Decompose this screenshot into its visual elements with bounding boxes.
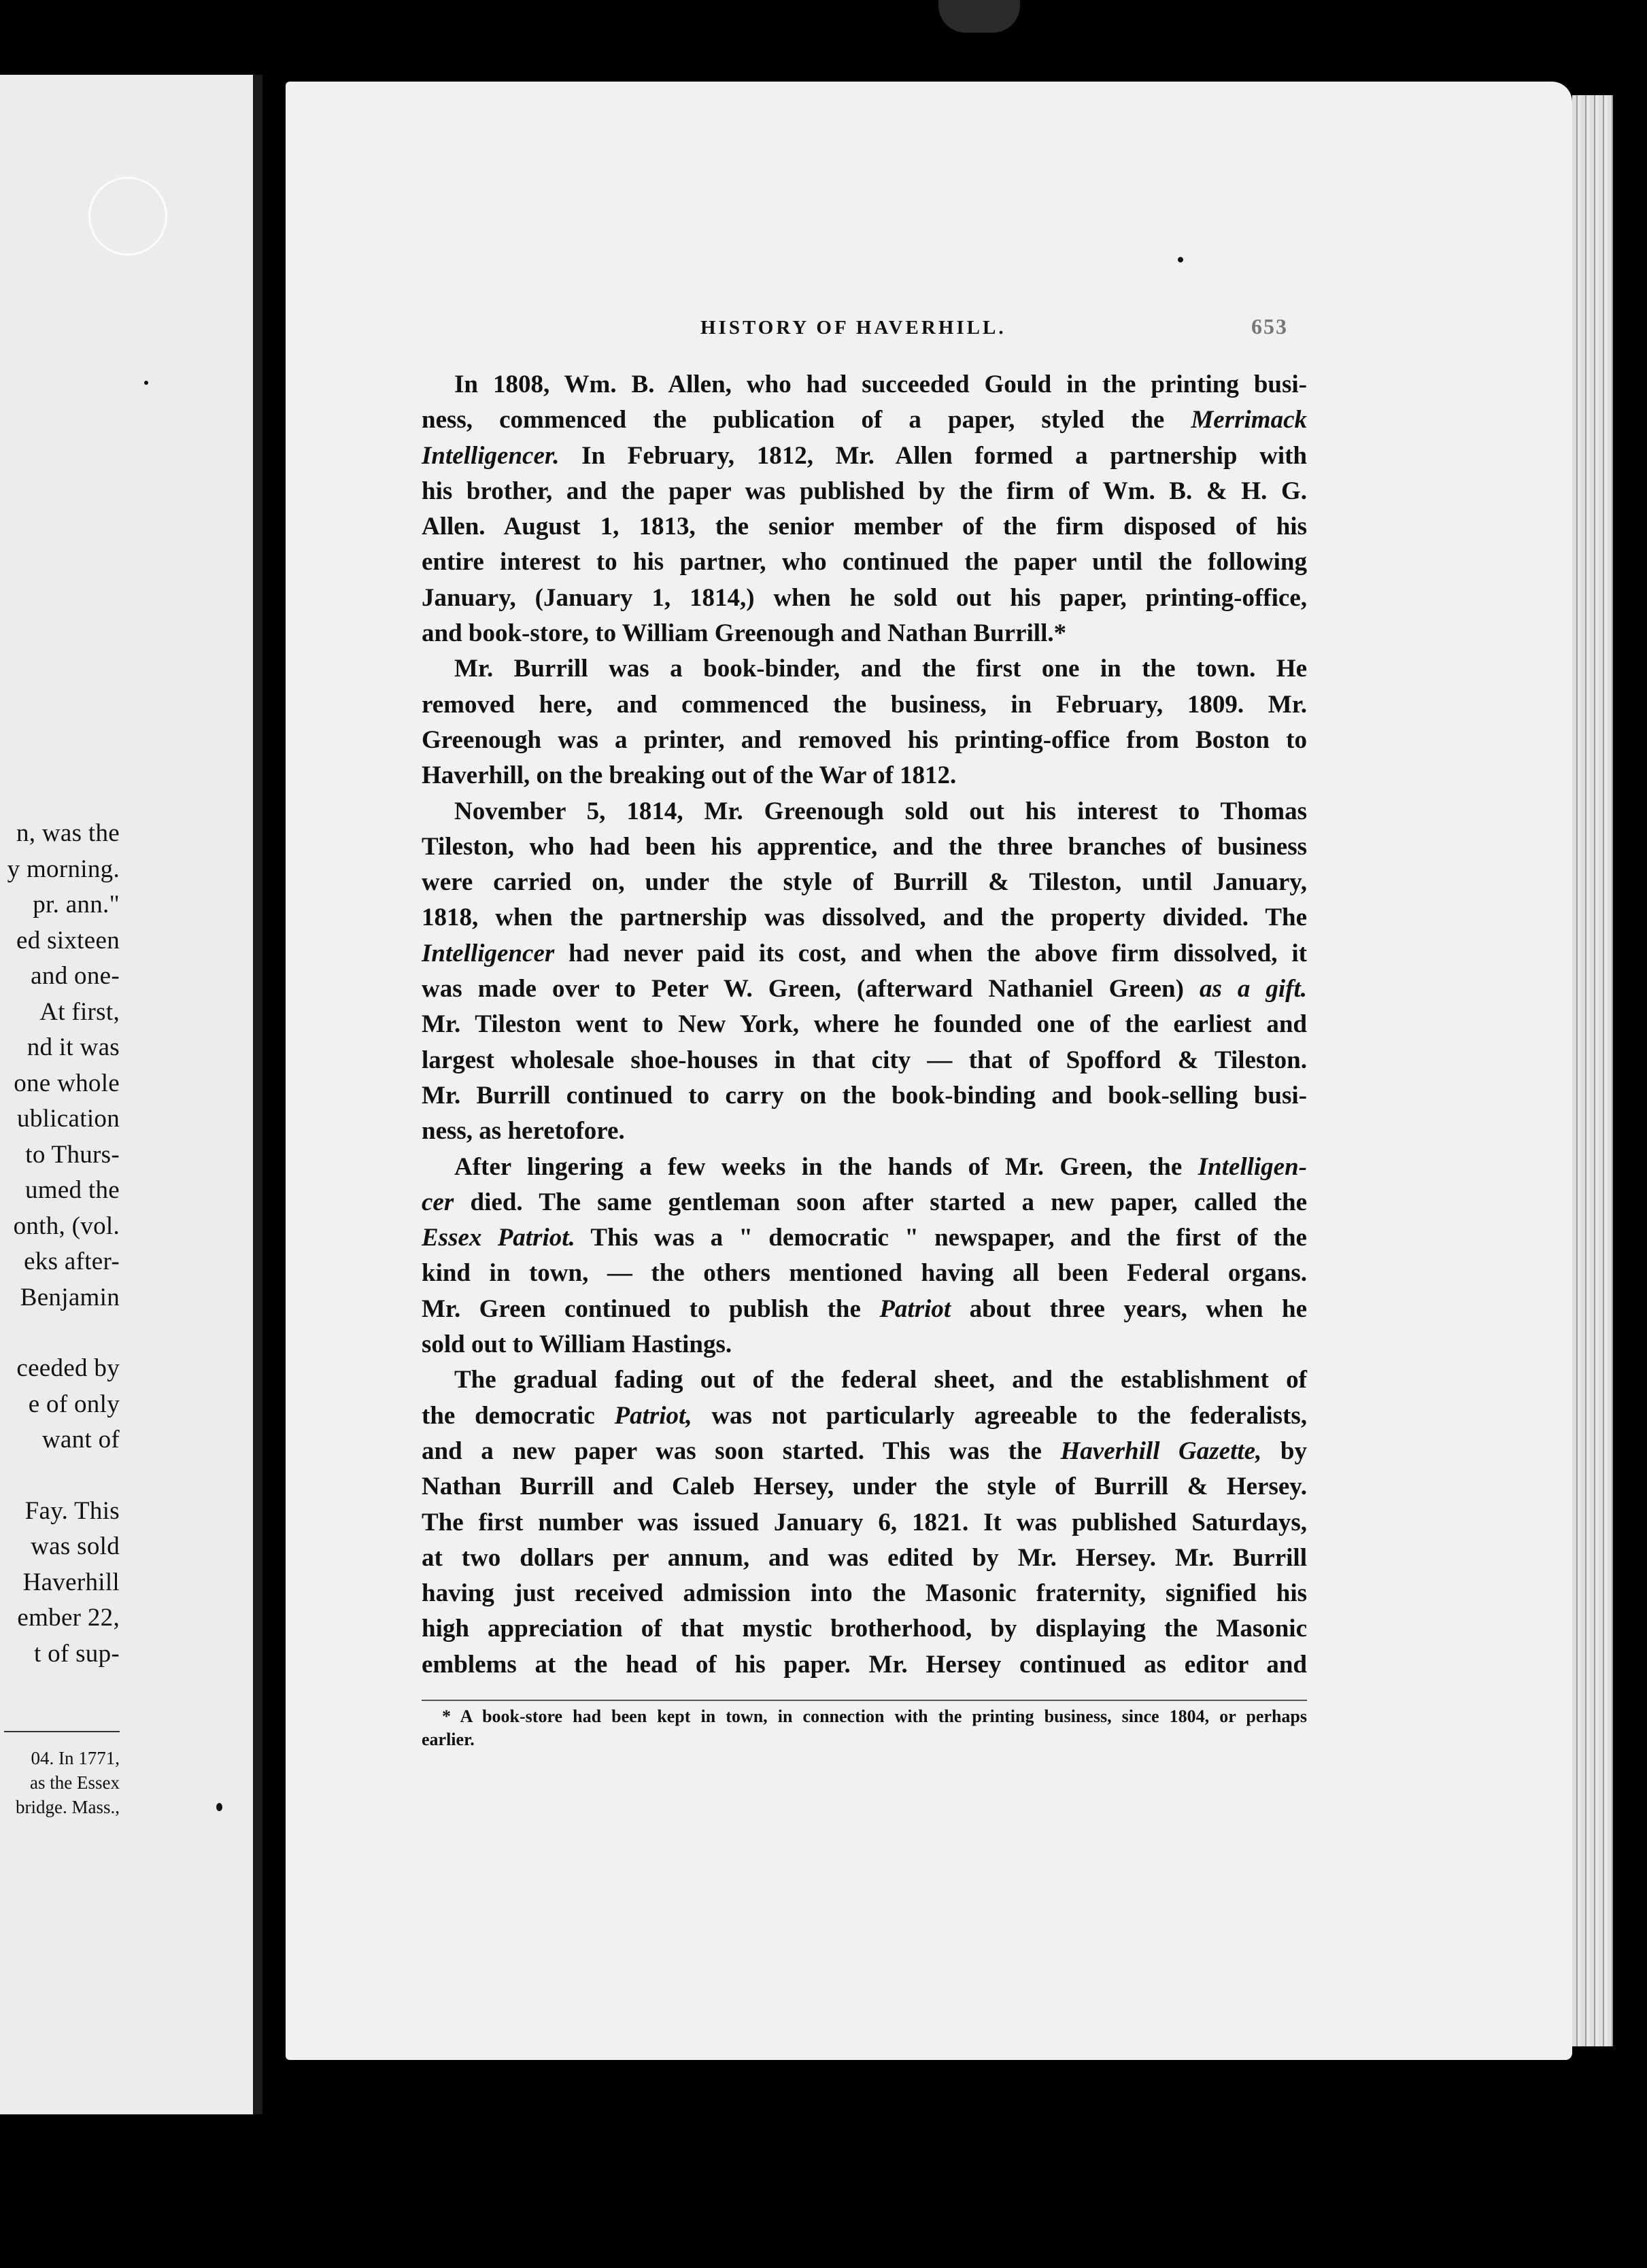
previous-page-line: and one- bbox=[31, 962, 120, 990]
text-line: January, (January 1, 1814,) when he sold out his paper, printing-office, bbox=[422, 583, 1307, 612]
text-line: cer died. The same gentleman soon after started a new paper, called the bbox=[422, 1188, 1307, 1216]
previous-page-line: ceeded by bbox=[16, 1354, 120, 1382]
text-line: sold out to William Hastings. bbox=[422, 1330, 732, 1359]
page-number: 653 bbox=[1251, 314, 1288, 339]
text-line: having just received admission into the Masonic fraternity, signified his bbox=[422, 1579, 1307, 1608]
scan-speck bbox=[144, 381, 148, 385]
text-line: Intelligencer had never paid its cost, and when the above firm dissolved, it bbox=[422, 939, 1307, 967]
previous-page-line: umed the bbox=[24, 1176, 120, 1204]
previous-page-line: to Thurs- bbox=[25, 1140, 120, 1169]
previous-page-line bbox=[0, 1316, 120, 1351]
library-stamp bbox=[88, 177, 167, 256]
text-line: After lingering a few weeks in the hands of Mr. Green, the Intelligen- bbox=[454, 1152, 1307, 1181]
text-line: ness, commenced the publication of a paper, styled the Merrimack bbox=[422, 406, 1307, 434]
footnote bbox=[422, 1705, 1307, 1751]
previous-page-text bbox=[0, 816, 120, 1672]
previous-page-footnote-rule bbox=[4, 1731, 120, 1732]
text-line: and book-store, to William Greenough and Nathan Burrill.* bbox=[422, 619, 1067, 648]
text-line: Intelligencer. In February, 1812, Mr. Allen formed a partnership with bbox=[422, 441, 1307, 470]
footnote-line: earlier. bbox=[422, 1730, 475, 1749]
text-line: entire interest to his partner, who continued the paper until the following bbox=[422, 548, 1307, 577]
text-line: ness, as heretofore. bbox=[422, 1117, 625, 1146]
previous-page-footnote-line: as the Essex bbox=[30, 1772, 120, 1793]
text-line: kind in town, — the others mentioned having all been Federal organs. bbox=[422, 1259, 1307, 1288]
text-line: and a new paper was soon started. This was the Haverhill Gazette, by bbox=[422, 1437, 1307, 1465]
previous-page-line: Haverhill bbox=[22, 1568, 120, 1596]
scan-artifact bbox=[938, 0, 1020, 33]
text-line: 1818, when the partnership was dissolved, and the property divided. The bbox=[422, 904, 1307, 932]
running-head: HISTORY OF HAVERHILL. bbox=[700, 317, 1006, 339]
text-line: emblems at the head of his paper. Mr. Hersey continued as editor and bbox=[422, 1650, 1307, 1679]
text-line: were carried on, under the style of Burrill & Tileston, until January, bbox=[422, 868, 1307, 897]
previous-page-line: ember 22, bbox=[17, 1604, 120, 1632]
text-line: November 5, 1814, Mr. Greenough sold out his interest to Thomas bbox=[454, 797, 1307, 825]
text-line: Mr. Burrill continued to carry on the book-binding and book-selling busi- bbox=[422, 1081, 1307, 1110]
previous-page-line: t of sup- bbox=[33, 1639, 120, 1668]
text-line: largest wholesale shoe-houses in that city — that of Spofford & Tileston. bbox=[422, 1046, 1307, 1074]
previous-page-line: y morning. bbox=[7, 855, 120, 883]
previous-page-line: one whole bbox=[14, 1069, 120, 1097]
text-line: at two dollars per annum, and was edited by Mr. Hersey. Mr. Burrill bbox=[422, 1543, 1307, 1572]
scan-speck bbox=[216, 1803, 222, 1811]
text-line: The gradual fading out of the federal sheet, and the establishment of bbox=[454, 1366, 1307, 1394]
text-line: Mr. Tileston went to New York, where he founded one of the earliest and bbox=[422, 1010, 1307, 1039]
text-line: Tileston, who had been his apprentice, and the three branches of business bbox=[422, 832, 1307, 861]
previous-page-line: Benjamin bbox=[20, 1283, 120, 1311]
text-line: The first number was issued January 6, 1821. It was published Saturdays, bbox=[422, 1508, 1307, 1536]
previous-page-line: onth, (vol. bbox=[13, 1212, 120, 1240]
body-text bbox=[422, 367, 1307, 1683]
text-line: Nathan Burrill and Caleb Hersey, under the style of Burrill & Hersey. bbox=[422, 1473, 1307, 1501]
text-line: high appreciation of that mystic brotherhood, by displaying the Masonic bbox=[422, 1615, 1307, 1643]
text-line: Allen. August 1, 1813, the senior member of the firm disposed of his bbox=[422, 513, 1307, 541]
previous-page-line: eks after- bbox=[24, 1248, 120, 1275]
text-line: was made over to Peter W. Green, (afterward Nathaniel Green) as a gift. bbox=[422, 975, 1308, 1003]
text-line: removed here, and commenced the business, in February, 1809. Mr. bbox=[422, 690, 1307, 719]
previous-page-footnote-line: bridge. Mass., bbox=[16, 1797, 120, 1817]
previous-page-footnotes bbox=[0, 1746, 120, 1819]
previous-page-footnote-line: 04. In 1771, bbox=[31, 1748, 120, 1768]
previous-page-line: ublication bbox=[17, 1105, 120, 1133]
text-line: Essex Patriot. This was a " democratic " newspaper, and the first of the bbox=[422, 1224, 1307, 1252]
previous-page bbox=[0, 75, 262, 2114]
previous-page-line: was sold bbox=[31, 1532, 120, 1560]
previous-page-line: ed sixteen bbox=[16, 926, 120, 955]
text-line: his brother, and the paper was published by the firm of Wm. B. & H. G. bbox=[422, 477, 1307, 505]
text-line: Greenough was a printer, and removed his printing-office from Boston to bbox=[422, 725, 1307, 754]
page-edge bbox=[1572, 95, 1613, 2046]
text-line: In 1808, Wm. B. Allen, who had succeeded Gould in the printing busi- bbox=[454, 371, 1307, 398]
previous-page-line: want of bbox=[41, 1426, 120, 1454]
previous-page-line: At first, bbox=[39, 997, 120, 1026]
previous-page-line bbox=[0, 1458, 120, 1494]
text-line: Mr. Burrill was a book-binder, and the first one in the town. He bbox=[454, 655, 1307, 683]
previous-page-line: Fay. This bbox=[24, 1496, 120, 1525]
previous-page-line: pr. ann." bbox=[33, 891, 120, 918]
text-line: Mr. Green continued to publish the Patriot about three years, when he bbox=[422, 1294, 1307, 1323]
previous-page-line: nd it was bbox=[27, 1033, 120, 1061]
footnote-rule bbox=[422, 1700, 1307, 1701]
footnote-line: * A book-store had been kept in town, in connection with the printing business, since 1804, or perhaps bbox=[442, 1706, 1307, 1726]
scan-speck bbox=[1178, 257, 1183, 262]
previous-page-line: e of only bbox=[28, 1390, 120, 1418]
text-line: the democratic Patriot, was not particularly agreeable to the federalists, bbox=[422, 1401, 1307, 1430]
text-line: Haverhill, on the breaking out of the War of 1812. bbox=[422, 761, 957, 790]
previous-page-line: n, was the bbox=[16, 819, 120, 847]
